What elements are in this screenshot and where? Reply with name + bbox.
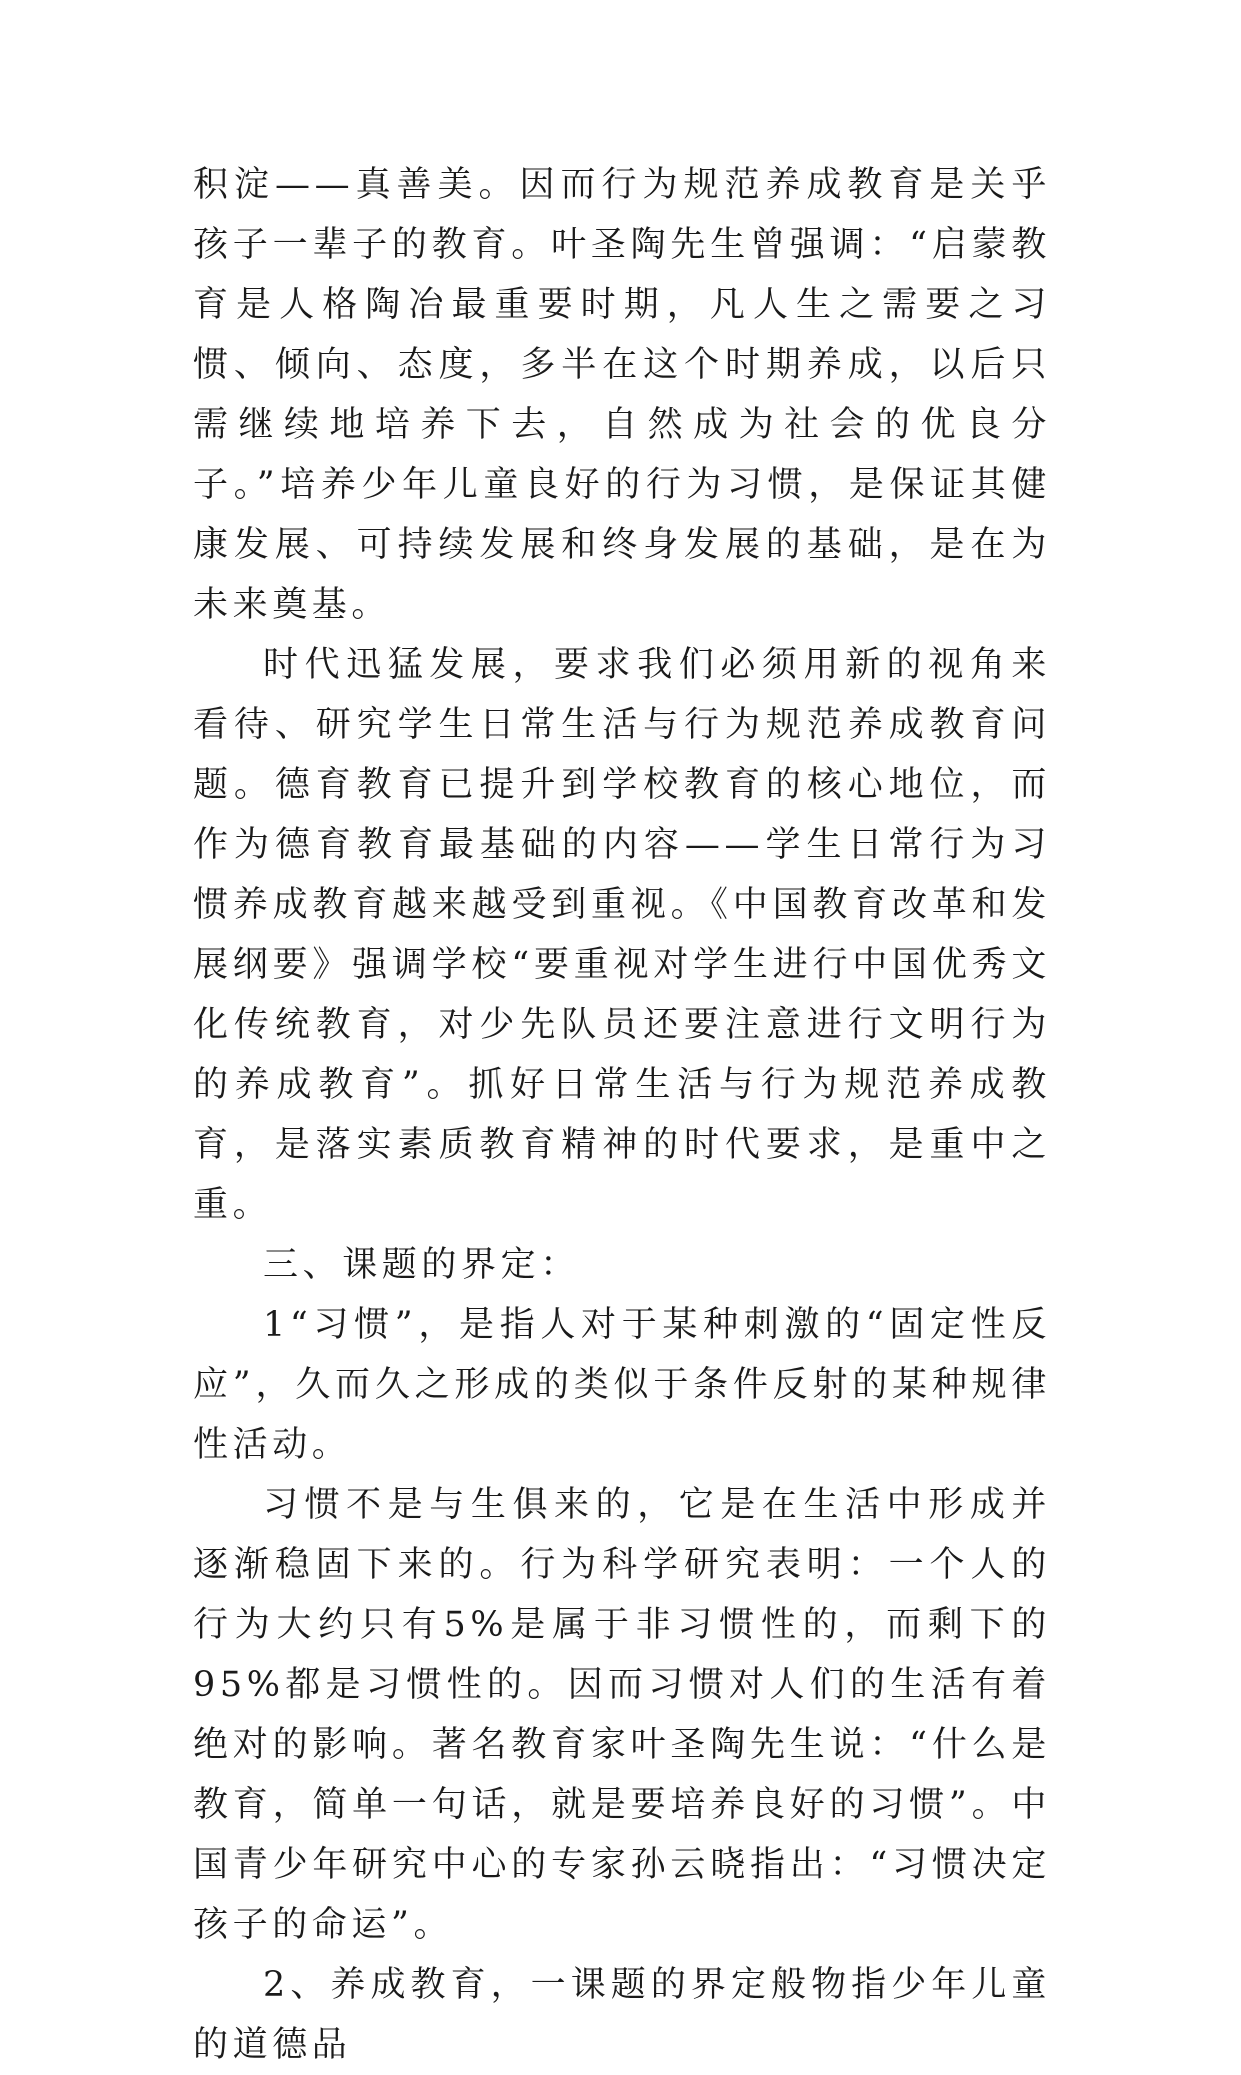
section-heading-topic-definition: 三、课题的界定：	[263, 1245, 580, 1285]
document-body	[193, 155, 1051, 2075]
paragraph-era-development: 时代迅猛发展，要求我们必须用新的视角来看待、研究学生日常生活与行为规范养成教育问题。德育教育已提升到学校教育的核心地位，而作为德育教育最基础的内容——学生日常行为习惯养成教育越来越受到重视。《中国教育改革和发展纲要》强调学校“要重视对学生进行中国优秀文化传统教育，对少先队员还要注意进行文明行为的养成教育”。抓好日常生活与行为规范养成教育，是落实素质教育精神的时代要求，是重中之重。	[193, 645, 1051, 1225]
paragraph-continuation: 积淀——真善美。因而行为规范养成教育是关乎孩子一辈子的教育。叶圣陶先生曾强调：“启蒙教育是人格陶冶最重要时期，凡人生之需要之习惯、倾向、态度，多半在这个时期养成，以后只需继续地培养下去，自然成为社会的优良分子。”培养少年儿童良好的行为习惯，是保证其健康发展、可持续发展和终身发展的基础，是在为未来奠基。	[193, 165, 1051, 625]
paragraph-nurturing-education: 2、养成教育，一课题的界定般物指少年儿童的道德品	[193, 1965, 1051, 2065]
paragraph-habit-definition: 1“习惯”，是指人对于某种刺激的“固定性反应”，久而久之形成的类似于条件反射的某种规律性活动。	[193, 1305, 1051, 1465]
paragraph-habit-formation: 习惯不是与生俱来的，它是在生活中形成并逐渐稳固下来的。行为科学研究表明：一个人的行为大约只有5%是属于非习惯性的，而剩下的95%都是习惯性的。因而习惯对人们的生活有着绝对的影响。著名教育家叶圣陶先生说：“什么是教育，简单一句话，就是要培养良好的习惯”。中国青少年研究中心的专家孙云晓指出：“习惯决定孩子的命运”。	[193, 1485, 1051, 1945]
